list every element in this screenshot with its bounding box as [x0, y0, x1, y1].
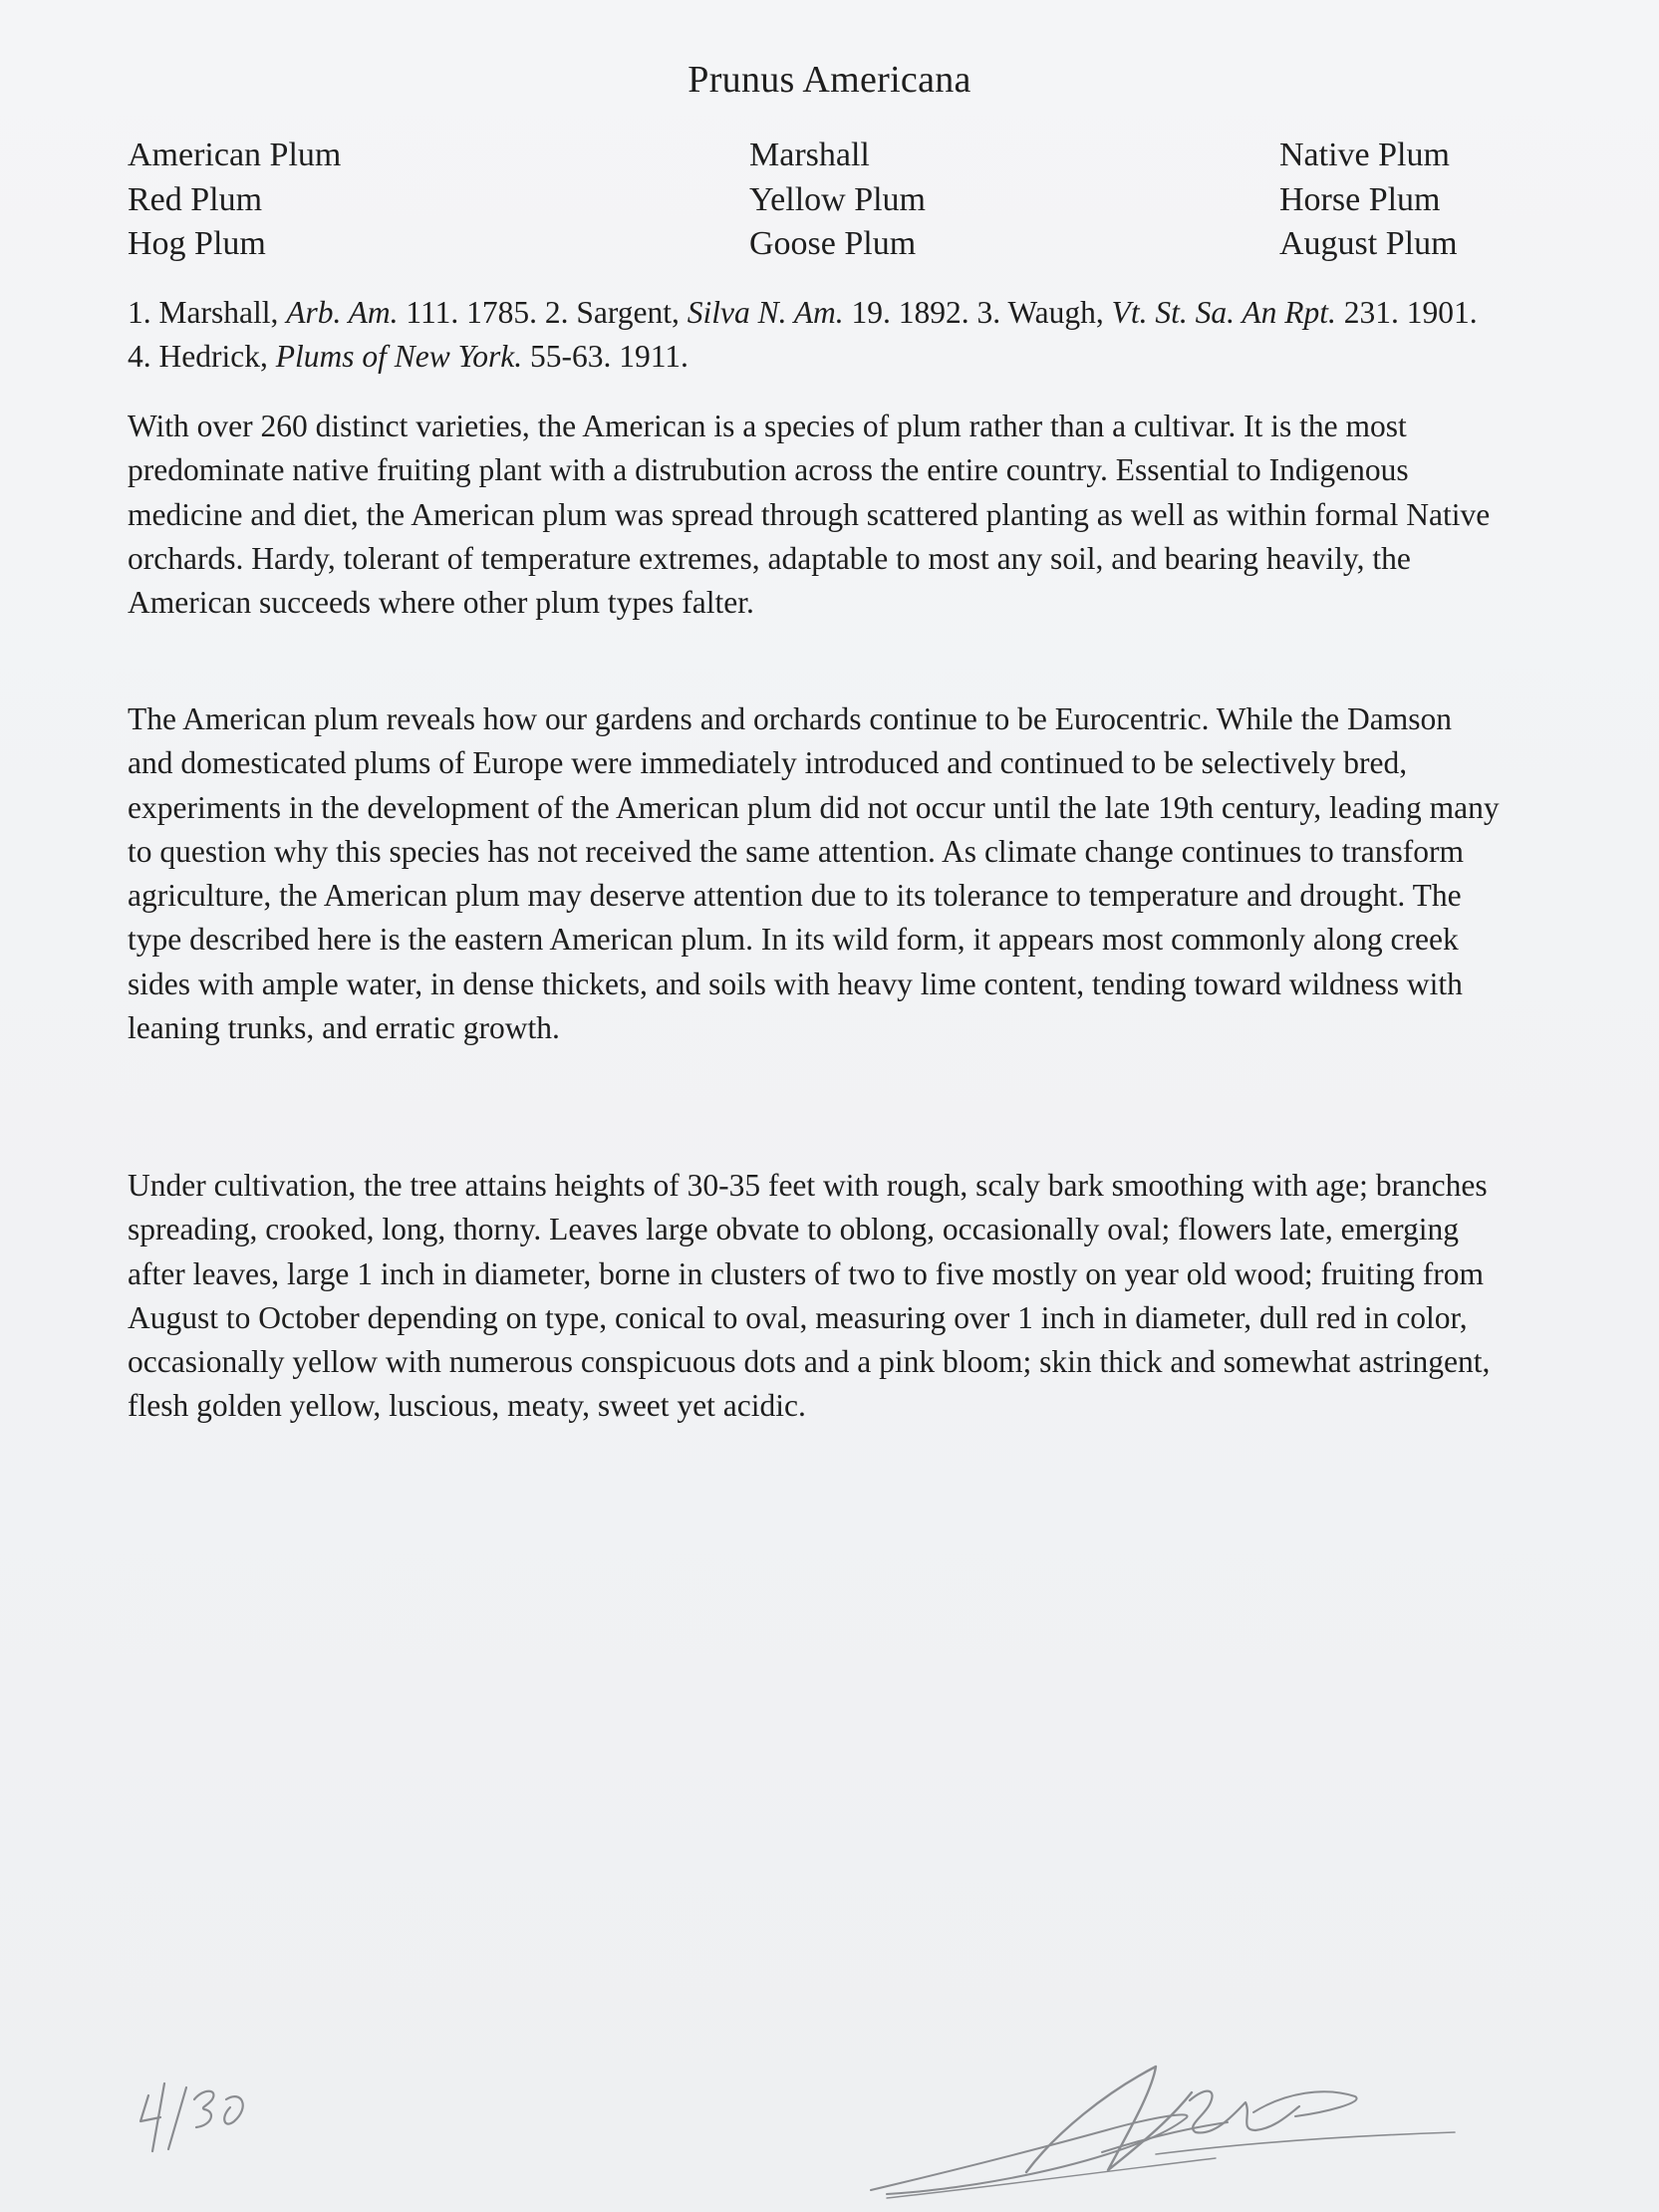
common-names-table	[128, 134, 1495, 273]
edition-number	[135, 2077, 284, 2157]
reference-text: 19. 1892. 3. Waugh,	[843, 295, 1112, 330]
page-title: Prunus Americana	[688, 59, 971, 101]
reference-title: Silva N. Am.	[687, 295, 844, 330]
reference-text: 111. 1785. 2. Sargent,	[398, 295, 688, 330]
common-name: Marshall	[749, 137, 870, 173]
references	[128, 291, 1503, 380]
reference-title: Vt. St. Sa. An Rpt.	[1111, 295, 1336, 330]
body-paragraph-2: The American plum reveals how our gardens and orchards continue to be Eurocentric. While the Damson and domesticated plums of Europe were immediately introduced and continued to be selectively bred, experiments in the development of the American plum did not occur until the late 19th century, leading many to question why this species has not received the same attention. As climate change continues to transform agriculture, the American plum may deserve attention due to its tolerance to temperature and drought. The type described here is the eastern American plum. In its wild form, it appears most commonly along creek sides with ample water, in dense thickets, and soils with heavy lime content, tending toward wildness with leaning trunks, and erratic growth.	[128, 701, 1500, 1046]
body-paragraph-1: With over 260 distinct varieties, the American is a species of plum rather than a cultivar. It is the most predominate native fruiting plant with a distrubution across the entire country. Essential to Indigenous medicine and diet, the American plum was spread through scattered planting as well as within formal Native orchards. Hardy, tolerant of temperature extremes, adaptable to most any soil, and bearing heavily, the American succeeds where other plum types falter.	[128, 409, 1491, 621]
common-name: Red Plum	[128, 180, 263, 218]
common-name: Native Plum	[1279, 137, 1450, 173]
artist-signature	[857, 2053, 1495, 2202]
common-name: Goose Plum	[749, 225, 917, 262]
names-column-2	[749, 134, 926, 267]
names-column-1	[128, 134, 341, 267]
reference-title: Plums of New York.	[275, 339, 523, 375]
body-paragraph-3: Under cultivation, the tree attains heights of 30-35 feet with rough, scaly bark smoothing with age; branches spreading, crooked, long, thorny. Leaves large obvate to oblong, occasionally oval; flowers late, emerging after leaves, large 1 inch in diameter, borne in clusters of two to five mostly on year old wood; fruiting from August to October depending on type, conical to oval, measuring over 1 inch in diameter, dull red in color, occasionally yellow with numerous conspicuous dots and a pink bloom; skin thick and somewhat astringent, flesh golden yellow, luscious, meaty, sweet yet acidic.	[128, 1168, 1491, 1424]
common-name: American Plum	[128, 137, 342, 173]
common-name: August Plum	[1279, 225, 1458, 262]
common-name: Horse Plum	[1279, 180, 1441, 218]
reference-text: 231. 1901. 4. Hedrick,	[128, 295, 1478, 375]
reference-title: Arb. Am.	[286, 295, 399, 330]
reference-text: 1. Marshall,	[128, 295, 287, 330]
common-name: Hog Plum	[128, 225, 266, 262]
common-name: Yellow Plum	[749, 180, 926, 218]
reference-text: 55-63. 1911.	[522, 339, 689, 375]
names-column-3	[1279, 134, 1458, 267]
